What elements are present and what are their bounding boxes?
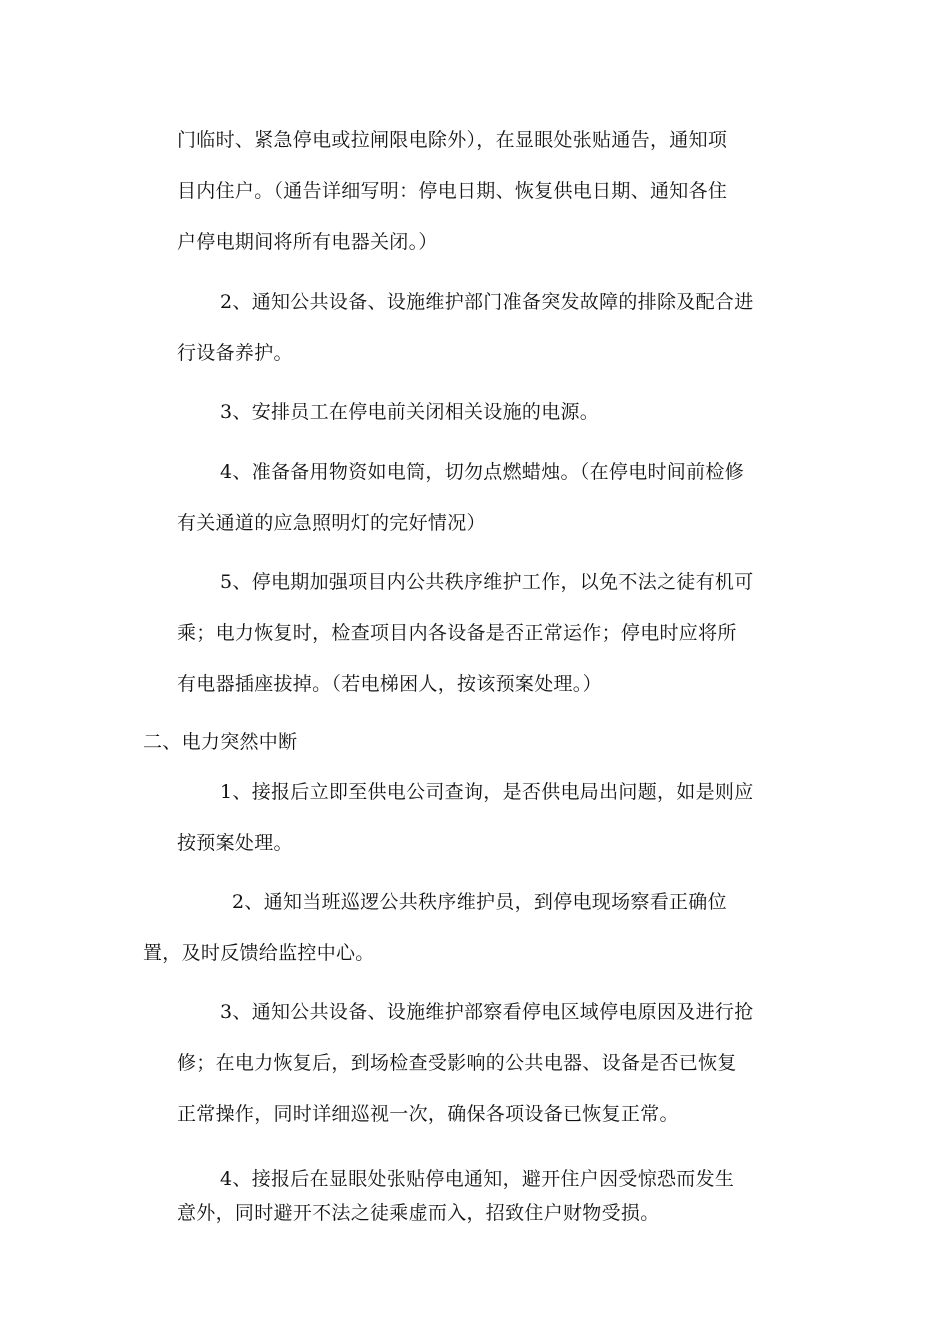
list-item-3: 3、安排员工在停电前关闭相关设施的电源。 <box>220 401 600 423</box>
text-line: 目内住户。（通告详细写明：停电日期、恢复供电日期、通知各住 <box>177 180 728 202</box>
list-item-5: 5、停电期加强项目内公共秩序维护工作，以免不法之徒有机可 <box>220 571 754 593</box>
text-line: 户停电期间将所有电器关闭。） <box>177 231 438 253</box>
text-line: 正常操作，同时详细巡视一次，确保各项设备已恢复正常。 <box>177 1103 679 1125</box>
text-line: 乘；电力恢复时，检查项目内各设备是否正常运作；停电时应将所 <box>177 622 737 644</box>
text-line: 有关通道的应急照明灯的完好情况） <box>177 512 486 534</box>
text-line: 行设备养护。 <box>177 342 293 364</box>
text-line: 有电器插座拔掉。（若电梯困人，按该预案处理。） <box>177 673 602 695</box>
list-item-2: 2、通知公共设备、设施维护部门准备突发故障的排除及配合进 <box>220 291 754 313</box>
list-item-4: 4、接报后在显眼处张贴停电通知，避开住户因受惊恐而发生 <box>220 1168 735 1190</box>
text-line: 修；在电力恢复后，到场检查受影响的公共电器、设备是否已恢复 <box>177 1052 737 1074</box>
list-item-1: 1、接报后立即至供电公司查询，是否供电局出问题，如是则应 <box>220 781 754 803</box>
text-line: 按预案处理。 <box>177 832 293 854</box>
list-item-4: 4、准备备用物资如电筒，切勿点燃蜡烛。（在停电时间前检修 <box>220 461 744 483</box>
text-line: 意外，同时避开不法之徒乘虚而入，招致住户财物受损。 <box>177 1202 660 1224</box>
list-item-3: 3、通知公共设备、设施维护部察看停电区域停电原因及进行抢 <box>220 1001 754 1023</box>
text-line: 置，及时反馈给监控中心。 <box>143 942 375 964</box>
text-line: 门临时、紧急停电或拉闸限电除外），在显眼处张贴通告，通知项 <box>177 129 728 151</box>
list-item-2: 2、通知当班巡逻公共秩序维护员，到停电现场察看正确位 <box>232 891 727 913</box>
section-heading: 二、电力突然中断 <box>143 731 298 753</box>
